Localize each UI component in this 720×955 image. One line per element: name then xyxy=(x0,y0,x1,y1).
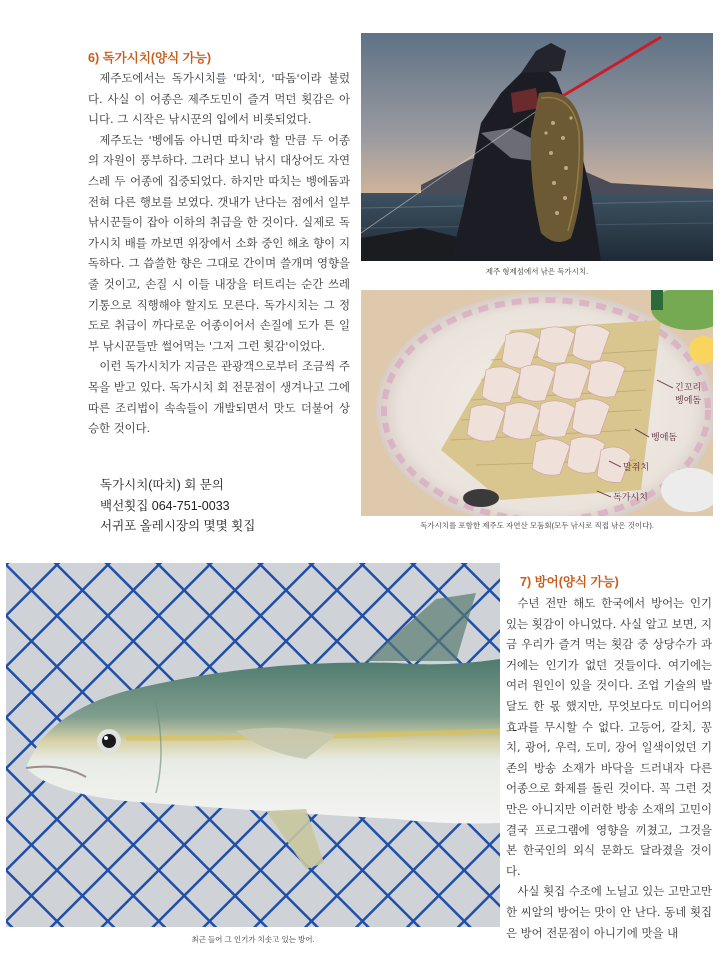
angler-photo xyxy=(361,33,713,261)
sashimi-platter-photo xyxy=(361,290,713,516)
angler-caption: 제주 형제섬에서 낚은 독가시치. xyxy=(485,267,589,276)
yellowtail-photo xyxy=(6,563,500,927)
contact-title: 독가시치(따치) 회 문의 xyxy=(100,478,224,492)
section-6-body xyxy=(88,68,350,439)
paragraph: 이런 독가시치가 지금은 관광객으로부터 조금씩 주목을 받고 있다. 독가시치 회 전문점이 생겨나고 그에 따른 조리법이 속속들이 개발되면서 맛도 더불어 상승한 것이다. xyxy=(88,359,350,436)
paragraph: 제주도는 '벵에돔 아니면 따치'라 할 만큼 두 어종의 자원이 풍부하다. 그러다 보니 낚시 대상어도 자연스레 두 어종에 집중되었다. 하지만 따치는 벵에돔과 전혀 다른 행보를 보였다. 갯내가 난다는 점에서 일부 낚시꾼들이 잡아 이하의 취급을 한 것이다. 실제로 독가시치 배를 까보면 위장에서 소화 중인 해초 향이 지독하다. 그 씁쓸한 향은 그대로 간이며 쓸개며 영향을 줄 것이고, 손질 시 이들 내장을 터트리는 순간 쓰레기통으로 직행해야 할지도 모른다. 독가시치는 그 정도로 취급이 까다로운 어종이어서 손질에 도가 튼 일부 낚시꾼들만 썰어먹는 '그저 그런 횟감'이었다. xyxy=(88,132,350,353)
section-7-title: 7) 방어(양식 가능) xyxy=(520,575,619,589)
paragraph: 사실 횟집 수조에 노닐고 있는 고만고만한 씨알의 방어는 맛이 안 난다. 동네 횟집은 방어 전문점이 아니기에 맛을 내 xyxy=(506,884,712,940)
yellowtail-caption: 최근 들어 그 인기가 치솟고 있는 방어. xyxy=(191,935,315,944)
section-6-title: 6) 독가시치(양식 가능) xyxy=(88,51,211,65)
paragraph: 수년 전만 해도 한국에서 방어는 인기 있는 횟감이 아니었다. 사실 알고 보면, 지금 우리가 즐겨 먹는 횟감 중 상당수가 과거에는 인기가 없던 것들이다. 여기에는 여러 원인이 있을 것이다. 조업 기술의 발달도 한 몫 했지만, 무엇보다도 미디어의 효과를 무시할 수 없다. 고등어, 갈치, 꽁치, 광어, 우럭, 도미, 장어 일색이었던 기존의 방송 소재가 바닥을 드러내자 다른 어종으로 화제를 돌린 것이다. 꼭 그런 것만은 아니지만 이러한 방송 소재의 고민이 결국 프로그램에 영향을 끼쳤고, 그것을 본 한국인의 외식 문화도 달라졌을 것이다. xyxy=(506,596,712,878)
platter-caption: 독가시치를 포함한 제주도 자연산 모둠회(모두 낚시로 직접 낚은 것이다). xyxy=(420,521,654,530)
label-long-tail: 긴꼬리 xyxy=(675,383,702,393)
contact-market: 서귀포 올레시장의 몇몇 횟집 xyxy=(100,519,256,533)
contact-restaurant: 백선횟집 064-751-0033 xyxy=(100,498,230,513)
paragraph: 제주도에서는 독가시치를 '따치', '따돔'이라 불렀다. 사실 이 어종은 제주도민이 즐겨 먹던 횟감은 아니다. 그 시작은 낚시꾼의 입에서 비롯되었다. xyxy=(88,71,350,127)
label-blackfish-2: 벵에돔 xyxy=(651,433,678,443)
label-filefish: 말쥐치 xyxy=(623,463,650,473)
label-blackfish-1: 벵에돔 xyxy=(675,396,702,406)
section-7-body xyxy=(506,593,712,943)
label-rabbitfish: 독가시치 xyxy=(613,493,648,503)
contact-info xyxy=(100,475,255,537)
